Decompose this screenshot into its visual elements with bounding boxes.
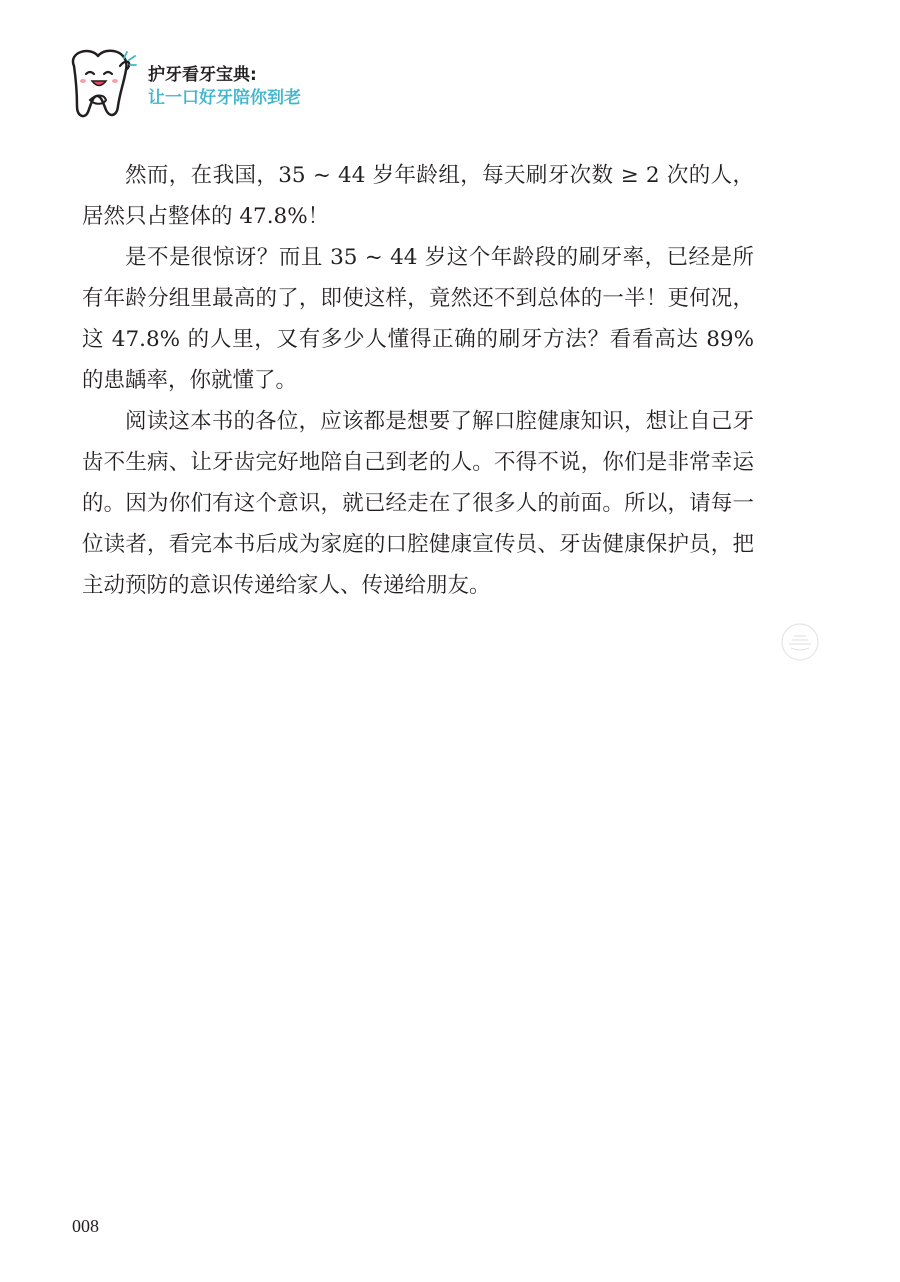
paragraph: 是不是很惊讶？而且 35 ~ 44 岁这个年龄段的刷牙率，已经是所有年龄分组里最高的了，即使这样，竟然还不到总体的一半！更何况，这 47.8% 的人里，又有多少人懂得正确的刷牙方法？看看高达 89% 的患龋率，你就懂了。 [82,245,754,393]
tooth-mascot-icon [60,48,146,120]
body-text [82,155,754,606]
book-subtitle: 让一口好牙陪你到老 [148,88,301,108]
paragraph: 然而，在我国，35 ~ 44 岁年龄组，每天刷牙次数 ≥ 2 次的人，居然只占整体的 47.8%！ [82,163,754,229]
page-number: 008 [72,1216,99,1236]
book-title: 护牙看牙宝典: [148,65,257,85]
paragraph: 阅读这本书的各位，应该都是想要了解口腔健康知识，想让自己牙齿不生病、让牙齿完好地陪自己到老的人。不得不说，你们是非常幸运的。因为你们有这个意识，就已经走在了很多人的前面。所以，请每一位读者，看完本书后成为家庭的口腔健康宣传员、牙齿健康保护员，把主动预防的意识传递给家人、传递给朋友。 [82,409,754,598]
publisher-watermark-icon [780,622,820,662]
